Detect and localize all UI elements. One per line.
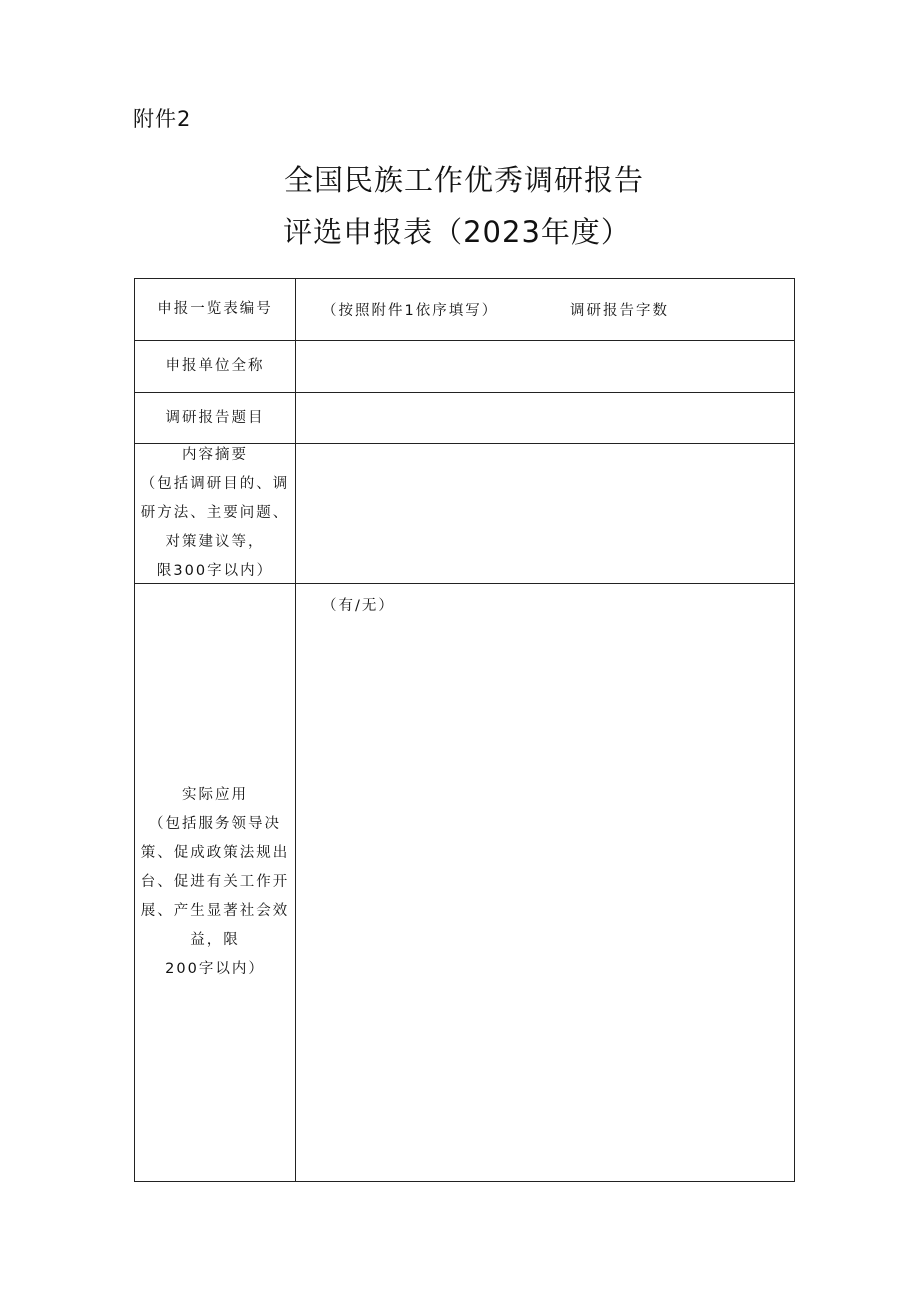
label-unit-name-text: 申报单位全称 [165, 358, 265, 374]
label-unit-name [135, 341, 296, 392]
label-application-line: （包括服务领导决 [149, 816, 281, 832]
label-summary-line: 限300字以内） [156, 563, 274, 579]
label-application-line: 200字以内） [165, 961, 265, 977]
row-report-title [135, 393, 794, 444]
label-word-count: 调研报告字数 [570, 303, 669, 319]
label-application [135, 584, 296, 1181]
label-summary-line: 研方法、主要问题、 [140, 505, 290, 521]
label-report-title-text: 调研报告题目 [165, 409, 265, 426]
label-application-line: 展、产生显著社会效 [140, 903, 290, 919]
row-summary [135, 444, 794, 584]
field-unit-name[interactable] [296, 341, 794, 392]
row-application [135, 584, 794, 1181]
row-unit-name [135, 341, 794, 393]
attachment-label: 附件2 [133, 107, 192, 131]
hint-list-number: （按照附件1依序填写） [322, 303, 499, 319]
page-title-line-2: 评选申报表（2023年度） [283, 215, 631, 249]
label-summary-line: 内容摘要 [182, 447, 248, 463]
label-summary-line: （包括调研目的、调 [140, 476, 290, 492]
application-form-table [134, 278, 795, 1182]
label-list-number [135, 279, 296, 340]
label-application-line: 策、促成政策法规出 [140, 845, 290, 861]
label-application-line: 台、促进有关工作开 [140, 874, 290, 890]
field-application[interactable] [296, 584, 794, 1181]
label-list-number-text: 申报一览表编号 [157, 301, 273, 317]
field-report-title[interactable] [296, 393, 794, 443]
row-list-number [135, 279, 794, 341]
page-title-line-1: 全国民族工作优秀调研报告 [283, 163, 644, 197]
field-list-number[interactable] [296, 279, 794, 340]
field-summary[interactable] [296, 444, 794, 583]
label-report-title [135, 393, 296, 443]
label-application-line: 实际应用 [182, 787, 248, 803]
label-application-line: 益，限 [190, 932, 240, 948]
hint-application: （有/无） [322, 598, 395, 614]
label-summary-line: 对策建议等， [165, 534, 265, 550]
label-summary [135, 444, 296, 583]
